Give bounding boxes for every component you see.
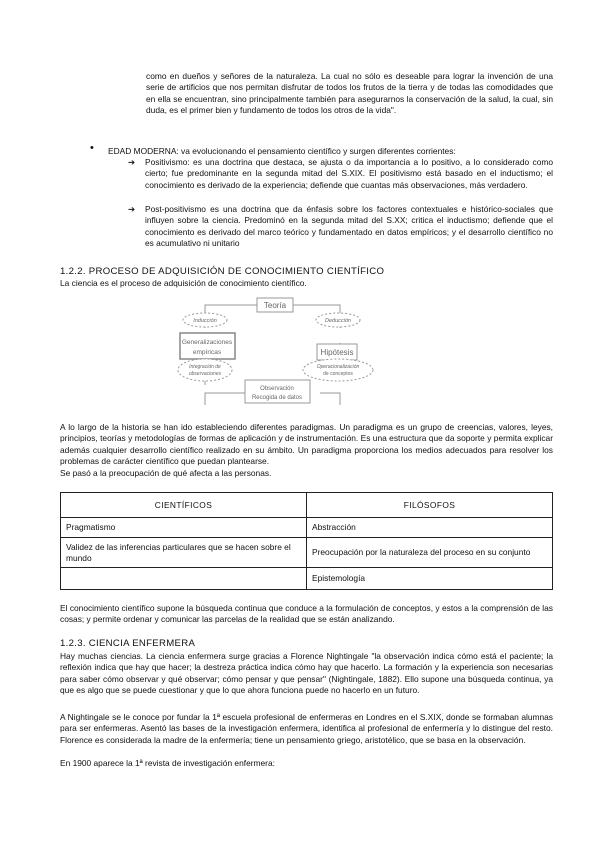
induccion-label: Inducción: [193, 318, 217, 324]
paradigm-paragraph: A lo largo de la historia se han ido estableciendo diferentes paradigmas. Un paradigma es un grupo de creencias, valores, leyes, principios, teorías y metodologías de formas de aplicación y de instrumentación. Es una estructura que da soporte y permita explicar además cualquier desarrollo científico realizado en su ámbito. Un paradigma proporciona los medios adecuados para resolver los problemas de carácter científico que puedan plantearse.: [60, 422, 553, 467]
table-cell: Epistemología: [307, 568, 553, 590]
generalizaciones-label: empíricas: [192, 349, 222, 356]
nightingale-paragraph: Hay muchas ciencias. La ciencia enfermera surge gracias a Florence Nightingale "la observación indica cómo está el paciente; la reflexión indica que hay que hacer; la destreza práctica indica cómo hay que hacerlo. La formación y la experiencia son necesarias para saber cómo observar y qué observar; cómo pensar y que pensar" (Nightingale, 1882). Ello supone una búsqueda continua, ya que es algo que se puede cuestionar y que lo que ahora funciona puede no hacerlo en un futuro.: [60, 651, 553, 696]
table-row: [61, 518, 553, 538]
paradigm-paragraph-2: Se pasó a la preocupación de qué afecta a las personas.: [60, 468, 272, 478]
column-header: CIENTÍFICOS: [61, 493, 307, 518]
generalizaciones-label: Generalizaciones: [181, 339, 233, 346]
operacionalizacion-label: de conceptos: [323, 371, 353, 377]
table-cell: Abstracción: [307, 518, 553, 538]
section-heading-123: 1.2.3. CIENCIA ENFERMERA: [60, 638, 196, 649]
table-cell: [61, 568, 307, 590]
hipotesis-label: Hipótesis: [320, 348, 354, 357]
deduccion-label: Deducción: [325, 318, 351, 324]
quote-paragraph: como en dueños y señores de la naturaleza. La cual no sólo es deseable para lograr la invención de una serie de artificios que nos permitan disfrutar de todos los frutos de la tierra y de todas las comodidades que en ella se encuentran, sino principalmente también para asegurarnos la conservación de la salud, la cual, sin duda, es el primer bien y fundamento de todos los otros de la vida".: [146, 71, 553, 116]
table-cell: Pragmatismo: [61, 518, 307, 538]
table-row: [61, 538, 553, 568]
operacionalizacion-label: Operacionalización: [316, 364, 360, 370]
column-header: FILÓSOFOS: [307, 493, 553, 518]
post-positivismo-item: Post-positivismo es una doctrina que da énfasis sobre los factores contextuales e histórico-sociales que influyen sobre la ciencia. Predominó en la segunda mitad del S.XX; critica el inductismo; defiende que el conocimiento es derivado del marco teórico y fundamentado en datos empíricos; y el desarrollo científico no es acumulativo ni unitario: [145, 204, 553, 249]
cientificos-filosofos-table: [60, 492, 553, 590]
table-row: [61, 568, 553, 590]
arrow-icon: ➔: [128, 157, 136, 167]
knowledge-cycle-diagram: [175, 295, 380, 405]
table-cell: Validez de las inferencias particulares que se hacen sobre el mundo: [61, 538, 307, 568]
bullet-icon: •: [90, 142, 94, 154]
nightingale-paragraph-2: A Nightingale se le conoce por fundar la 1ª escuela profesional de enfermeras en Londres en el S.XIX, donde se formaban alumnas para ser enfermeras. Asentó las bases de la investigación enfermera, identifica al profesional de enfermería y lo distingue del resto. Florence es considerada la madre de la enfermería; tiene un pensamiento griego, aristotélico, que se basa en la observación.: [60, 712, 553, 745]
teoria-label: Teoría: [263, 301, 287, 310]
positivismo-item: Positivismo: es una doctrina que destaca, se ajusta o da importancia a lo positivo, a lo considerado como cierto; fue predominante en la segunda mitad del S.XIX. El positivismo está basado en el inductismo; el conocimiento es derivado de la experiencia; defiende que cuantas más observaciones, más verdadero.: [145, 157, 553, 190]
arrow-icon: ➔: [128, 204, 136, 214]
table-cell: Preocupación por la naturaleza del proceso en su conjunto: [307, 538, 553, 568]
table-header-row: [61, 493, 553, 518]
left-ellipse-label: observaciones: [188, 371, 222, 377]
edad-moderna-bullet: EDAD MODERNA: va evolucionando el pensamiento científico y surgen diferentes corrientes:: [108, 146, 456, 156]
recogida-datos-label: Recogida de datos: [251, 395, 303, 401]
observacion-label: Observación: [260, 386, 294, 392]
revista-paragraph: En 1900 aparece la 1ª revista de investigación enfermera:: [60, 758, 275, 768]
section-intro: La ciencia es el proceso de adquisición de conocimiento científico.: [60, 278, 307, 288]
section-heading-122: 1.2.2. PROCESO DE ADQUISICIÓN DE CONOCIMIENTO CIENTÍFICO: [60, 266, 385, 277]
left-ellipse-label: Integración de: [189, 364, 221, 370]
closing-paragraph: El conocimiento científico supone la búsqueda continua que conduce a la formulación de conceptos, y estos a la comprensión de las cosas; y permite ordenar y comunicar las parcelas de la realidad que se están analizando.: [60, 603, 553, 625]
